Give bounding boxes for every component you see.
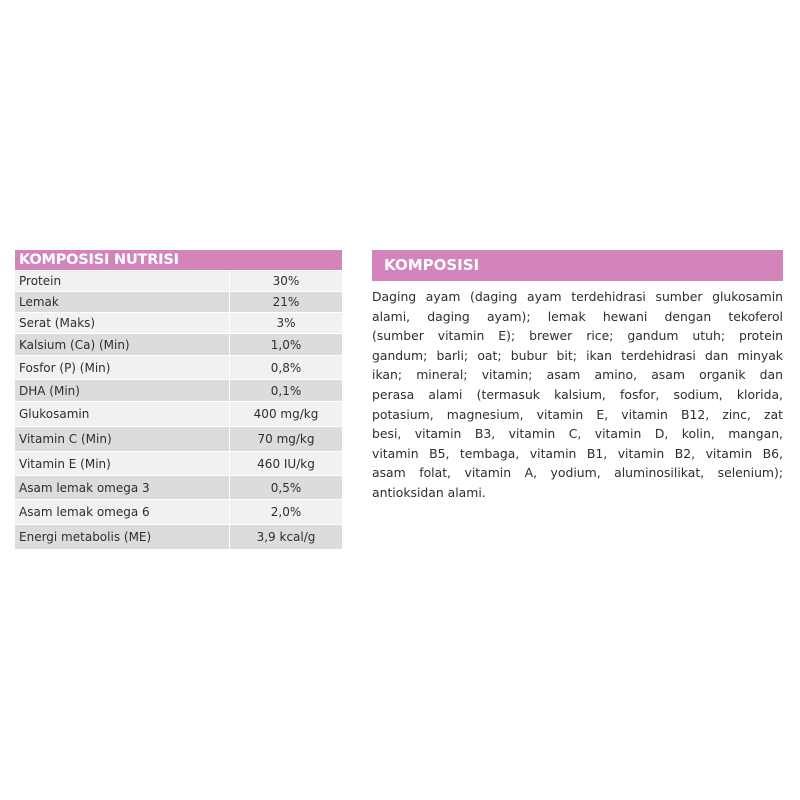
nutrient-value: 70 mg/kg (230, 427, 343, 452)
nutrient-label: Lemak (15, 292, 230, 313)
nutrient-value: 1,0% (230, 334, 343, 356)
nutrient-value: 30% (230, 271, 343, 292)
composition-line: (sumber vitamin E); brewer rice; gandum utuh; protein (372, 328, 783, 344)
nutrition-title: KOMPOSISI NUTRISI (15, 250, 342, 270)
nutrition-row (15, 476, 342, 500)
composition-line: vitamin B5, tembaga, vitamin B1, vitamin B2, vitamin B6, (372, 445, 783, 461)
composition-text (372, 287, 783, 503)
nutrition-row (15, 334, 342, 356)
composition-line: perasa alami (termasuk kalsium, fosfor, sodium, klorida, (372, 386, 783, 402)
composition-panel (372, 250, 783, 503)
nutrition-row (15, 356, 342, 380)
nutrient-value: 2,0% (230, 500, 343, 525)
nutrition-table-panel (15, 250, 342, 549)
composition-line: alami, daging ayam); lemak hewani dengan tekoferol (372, 308, 783, 324)
nutrition-row (15, 452, 342, 476)
nutrient-value: 400 mg/kg (230, 402, 343, 427)
nutrition-row (15, 313, 342, 334)
nutrient-label: Asam lemak omega 6 (15, 500, 230, 525)
composition-line: potasium, magnesium, vitamin E, vitamin B12, zinc, zat (372, 406, 783, 422)
nutrient-label: DHA (Min) (15, 380, 230, 402)
composition-title: KOMPOSISI (372, 250, 783, 281)
composition-line: ikan; mineral; vitamin; asam amino, asam organik dan (372, 367, 783, 383)
composition-line: besi, vitamin B3, vitamin C, vitamin D, kolin, mangan, (372, 426, 783, 442)
nutrition-row (15, 402, 342, 427)
nutrient-label: Fosfor (P) (Min) (15, 356, 230, 380)
nutrient-value: 460 IU/kg (230, 452, 343, 476)
nutrient-label: Energi metabolis (ME) (15, 525, 230, 549)
nutrient-value: 3% (230, 313, 343, 334)
nutrition-row (15, 525, 342, 549)
nutrition-row (15, 380, 342, 402)
nutrient-label: Protein (15, 271, 230, 292)
nutrient-value: 3,9 kcal/g (230, 525, 343, 549)
composition-line: Daging ayam (daging ayam terdehidrasi sumber glukosamin (372, 289, 783, 304)
nutrient-label: Vitamin E (Min) (15, 452, 230, 476)
nutrient-label: Vitamin C (Min) (15, 427, 230, 452)
nutrient-label: Glukosamin (15, 402, 230, 427)
nutrient-value: 0,1% (230, 380, 343, 402)
nutrition-row (15, 500, 342, 525)
nutrient-label: Asam lemak omega 3 (15, 476, 230, 500)
composition-line: antioksidan alami. (372, 484, 486, 500)
composition-line: gandum; barli; oat; bubur bit; ikan terdehidrasi dan minyak (372, 347, 783, 363)
nutrition-table (15, 270, 342, 549)
nutrition-row (15, 292, 342, 313)
nutrient-value: 0,5% (230, 476, 343, 500)
nutrition-row (15, 271, 342, 292)
nutrition-row (15, 427, 342, 452)
nutrient-label: Serat (Maks) (15, 313, 230, 334)
composition-line: asam folat, vitamin A, yodium, aluminosilikat, selenium); (372, 465, 783, 481)
nutrient-label: Kalsium (Ca) (Min) (15, 334, 230, 356)
nutrient-value: 0,8% (230, 356, 343, 380)
nutrient-value: 21% (230, 292, 343, 313)
